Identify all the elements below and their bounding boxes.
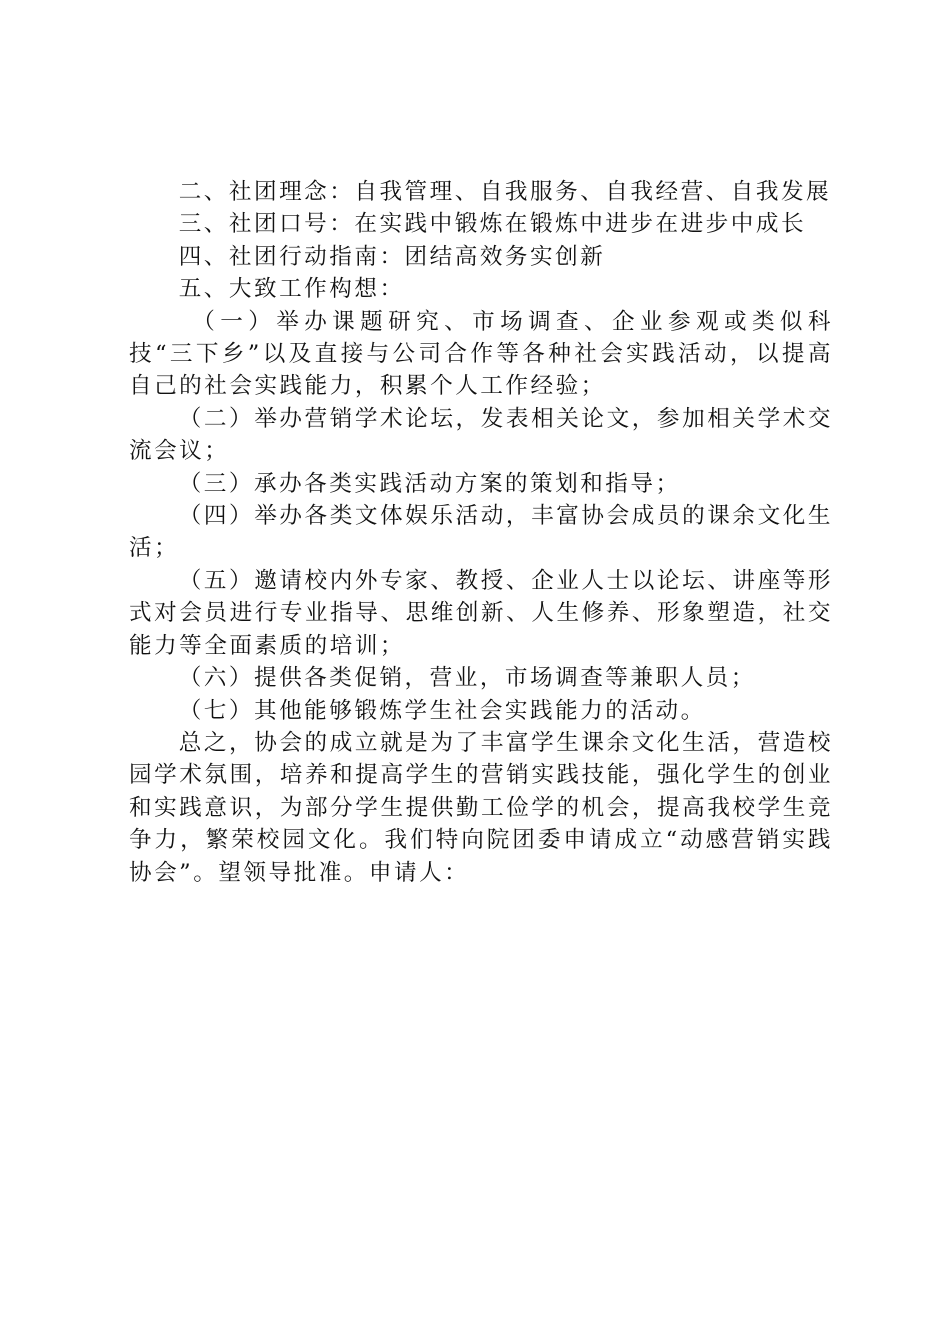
paragraph-plan-item-4: （四）举办各类文体娱乐活动，丰富协会成员的课余文化生活； xyxy=(129,503,833,562)
paragraph-plan-item-5: （五）邀请校内外专家、教授、企业人士以论坛、讲座等形式对会员进行专业指导、思维创新、人生修养、形象塑造，社交能力等全面素质的培训； xyxy=(129,567,833,659)
paragraph-plan-item-1: （一）举办课题研究、市场调查、企业参观或类似科技“三下乡”以及直接与公司合作等各种社会实践活动，以提高自己的社会实践能力，积累个人工作经验； xyxy=(129,308,833,400)
paragraph-conclusion: 总之，协会的成立就是为了丰富学生课余文化生活，营造校园学术氛围，培养和提高学生的营销实践技能，强化学生的创业和实践意识，为部分学生提供勤工俭学的机会，提高我校学生竞争力，繁荣校园文化。我们特向院团委申请成立“动感营销实践协会”。望领导批准。申请人： xyxy=(129,729,833,886)
paragraph-plan-item-7: （七）其他能够锻炼学生社会实践能力的活动。 xyxy=(178,697,706,724)
paragraph-work-plan-heading: 五、大致工作构想： xyxy=(178,276,405,303)
paragraph-club-slogan: 三、社团口号：在实践中锻炼在锻炼中进步在进步中成长 xyxy=(178,211,807,238)
paragraph-club-philosophy: 二、社团理念：自我管理、自我服务、自我经营、自我发展 xyxy=(178,179,832,205)
paragraph-plan-item-3: （三）承办各类实践活动方案的策划和指导； xyxy=(178,470,681,497)
paragraph-action-guide: 四、社团行动指南：团结高效务实创新 xyxy=(178,243,606,270)
document-body xyxy=(129,176,833,889)
paragraph-plan-item-6: （六）提供各类促销，营业，市场调查等兼职人员； xyxy=(178,665,756,692)
paragraph-plan-item-2: （二）举办营销学术论坛，发表相关论文，参加相关学术交流会议； xyxy=(129,405,833,465)
